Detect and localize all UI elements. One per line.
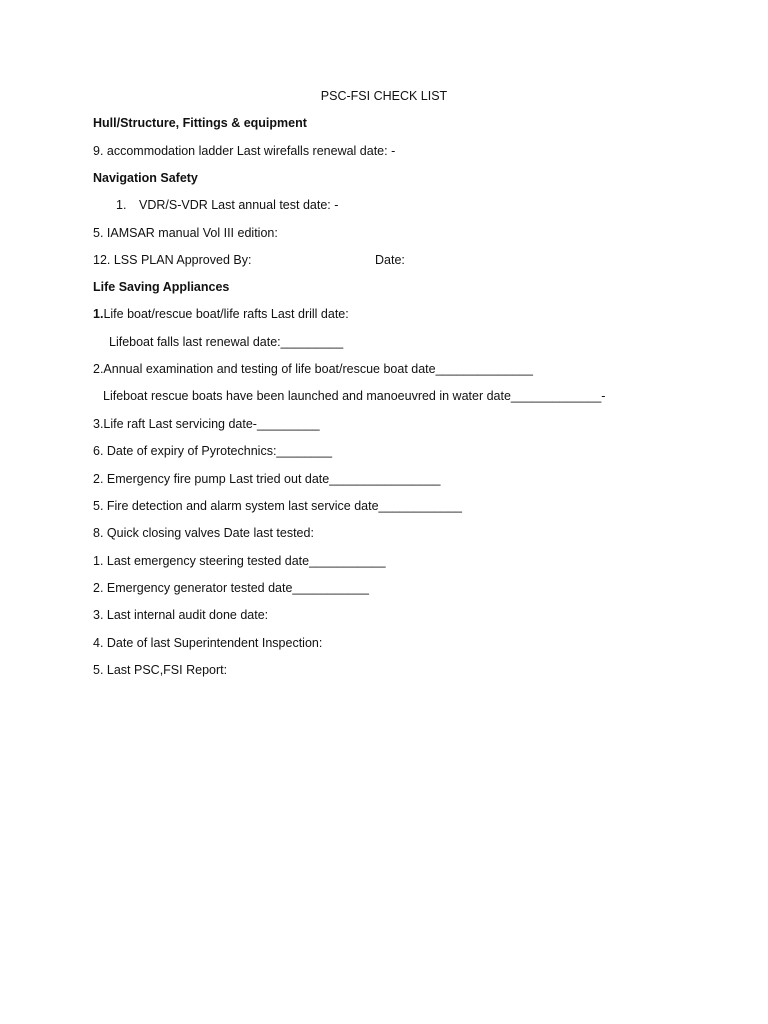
list-text: VDR/S-VDR Last annual test date: - — [139, 198, 339, 212]
lsa-item-3: 3.Life raft Last servicing date-_________ — [93, 417, 320, 431]
hull-item-9: 9. accommodation ladder Last wirefalls renewal date: - — [93, 144, 396, 158]
lsa-item-6: 6. Date of expiry of Pyrotechnics:________ — [93, 444, 333, 458]
misc-item-2: 2. Emergency generator tested date___________ — [93, 581, 369, 595]
fire-item-5: 5. Fire detection and alarm system last service date____________ — [93, 499, 462, 513]
misc-item-3: 3. Last internal audit done date: — [93, 608, 269, 622]
misc-item-1: 1. Last emergency steering tested date___________ — [93, 554, 386, 568]
misc-item-4: 4. Date of last Superintendent Inspection: — [93, 636, 323, 650]
document-title: PSC-FSI CHECK LIST — [320, 89, 448, 103]
lsa-item-1-sub: Lifeboat falls last renewal date:_________ — [109, 335, 344, 349]
lsa-item-2: 2.Annual examination and testing of life boat/rescue boat date______________ — [93, 362, 533, 376]
misc-item-5: 5. Last PSC,FSI Report: — [93, 663, 228, 677]
navigation-item-12 — [93, 252, 693, 268]
section-heading-lsa: Life Saving Appliances — [93, 280, 230, 294]
date-label: Date: — [375, 253, 405, 267]
fire-item-8: 8. Quick closing valves Date last tested: — [93, 526, 314, 540]
navigation-item-5: 5. IAMSAR manual Vol III edition: — [93, 226, 278, 240]
list-number: 1. — [93, 307, 104, 321]
navigation-item-1 — [116, 197, 338, 213]
section-heading-hull: Hull/Structure, Fittings & equipment — [93, 116, 307, 130]
fire-item-2: 2. Emergency fire pump Last tried out date________________ — [93, 472, 441, 486]
section-heading-navigation: Navigation Safety — [93, 171, 198, 185]
list-number: 1. — [116, 198, 127, 212]
lsa-item-1 — [93, 306, 349, 322]
list-text: Life boat/rescue boat/life rafts Last drill date: — [103, 307, 349, 321]
approved-by-label: 12. LSS PLAN Approved By: — [93, 253, 252, 267]
lsa-item-2-sub: Lifeboat rescue boats have been launched and manoeuvred in water date_____________- — [103, 389, 606, 403]
